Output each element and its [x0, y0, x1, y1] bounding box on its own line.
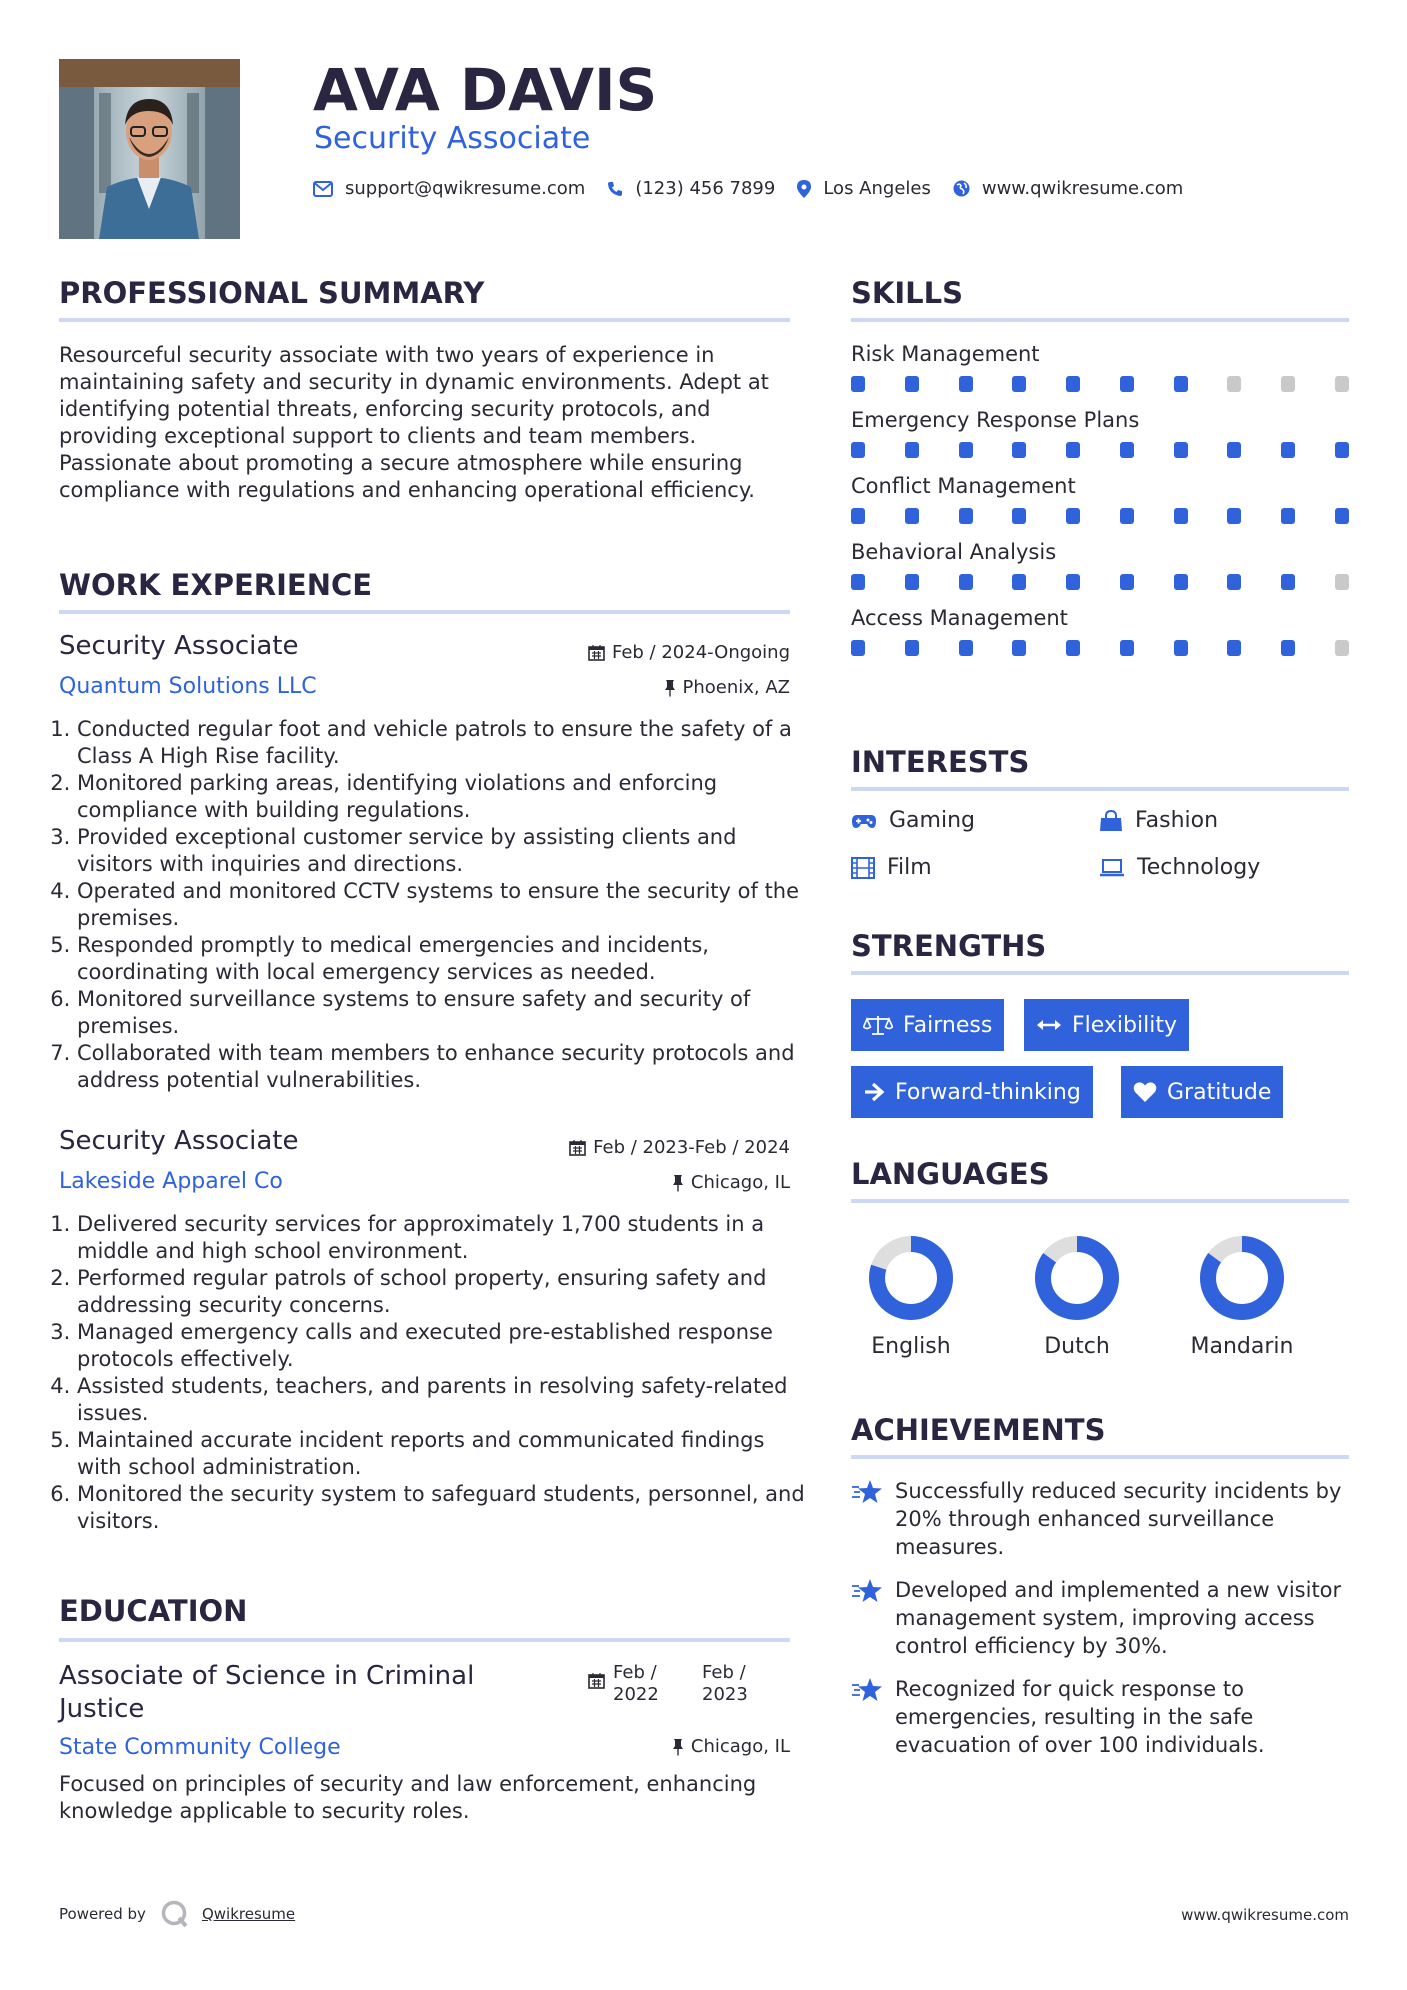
calendar-icon — [569, 1139, 586, 1156]
footer-powered-by — [59, 1899, 295, 1929]
interests-divider — [851, 787, 1349, 791]
education-location — [480, 1736, 790, 1757]
education-heading: EDUCATION — [59, 1594, 248, 1628]
rating-dot-filled — [959, 574, 973, 590]
globe-icon — [953, 180, 970, 197]
job-date — [480, 1137, 790, 1158]
envelope-icon — [313, 181, 333, 197]
contact-email[interactable]: support@qwikresume.com — [345, 178, 586, 199]
skills-heading: SKILLS — [851, 276, 963, 310]
list-item: 1. Conducted regular foot and vehicle patrols to ensure the safety of a Class A High Rise facility. — [77, 716, 815, 770]
shopping-bag-icon — [1099, 810, 1123, 832]
skill-item — [851, 342, 1349, 392]
education-start-date: Feb / 2022 — [613, 1662, 659, 1705]
interests-heading: INTERESTS — [851, 745, 1030, 779]
rating-dot-filled — [1281, 574, 1295, 590]
skill-item — [851, 606, 1349, 656]
list-item: 1. Delivered security services for approximately 1,700 students in a middle and high school environment. — [77, 1211, 815, 1265]
skills-divider — [851, 318, 1349, 322]
achievement-text: Successfully reduced security incidents by 20% through enhanced surveillance measures. — [895, 1479, 1342, 1559]
strength-label: Forward-thinking — [895, 1079, 1081, 1105]
map-marker-icon — [797, 180, 811, 198]
rating-dot-filled — [1120, 640, 1134, 656]
interest-label: Fashion — [1135, 808, 1219, 833]
rating-dot-filled — [1066, 376, 1080, 392]
education-end-date: Feb / 2023 — [702, 1662, 748, 1705]
rating-dot-filled — [1335, 508, 1349, 524]
strength-badge-flexibility — [1024, 999, 1189, 1051]
list-item: 2. Performed regular patrols of school property, ensuring safety and addressing security concerns. — [77, 1265, 815, 1319]
pushpin-icon — [672, 1738, 684, 1756]
rating-dot-filled — [1012, 508, 1026, 524]
strength-label: Flexibility — [1072, 1012, 1177, 1038]
language-donut — [851, 1230, 971, 1330]
company-name[interactable]: Quantum Solutions LLC — [59, 674, 317, 699]
profile-photo-image — [59, 59, 240, 239]
language-label: Dutch — [1044, 1334, 1110, 1359]
achievement-item — [851, 1675, 1349, 1759]
strength-label: Gratitude — [1167, 1079, 1272, 1105]
balance-scale-icon — [863, 1014, 893, 1036]
list-item: 5. Responded promptly to medical emergencies and incidents, coordinating with local emergency services as needed. — [77, 932, 815, 986]
rating-dot-filled — [1120, 508, 1134, 524]
job-location — [480, 1172, 790, 1193]
interest-label: Film — [887, 855, 932, 880]
skill-rating — [851, 640, 1349, 656]
arrows-horizontal-icon — [1036, 1018, 1062, 1032]
rating-dot-filled — [1012, 442, 1026, 458]
education-description: Focused on principles of security and law enforcement, enhancing knowledge applicable to security roles. — [59, 1772, 757, 1823]
candidate-name: AVA DAVIS — [313, 56, 658, 124]
strength-label: Fairness — [903, 1012, 993, 1038]
rating-dot-filled — [1174, 508, 1188, 524]
job-title: Security Associate — [59, 1126, 299, 1156]
film-icon — [851, 857, 875, 879]
achievement-text: Developed and implemented a new visitor management system, improving access control efficiency by 30%. — [895, 1578, 1342, 1658]
rating-dot-filled — [1227, 574, 1241, 590]
rating-dot-filled — [905, 508, 919, 524]
languages-divider — [851, 1199, 1349, 1203]
contact-phone[interactable]: (123) 456 7899 — [635, 178, 776, 199]
list-item: 3. Provided exceptional customer service by assisting clients and visitors with inquiries and directions. — [77, 824, 815, 878]
list-item: 3. Managed emergency calls and executed pre-established response protocols effectively. — [77, 1319, 815, 1373]
footer-website[interactable]: www.qwikresume.com — [1181, 1906, 1349, 1924]
rating-dot-filled — [851, 376, 865, 392]
rating-dot-filled — [1281, 640, 1295, 656]
pushpin-icon — [672, 1174, 684, 1192]
job-responsibilities — [59, 716, 815, 1094]
gamepad-icon — [851, 812, 877, 830]
list-item: 4. Assisted students, teachers, and parents in resolving safety-related issues. — [77, 1373, 815, 1427]
rating-dot-filled — [905, 442, 919, 458]
skill-name: Risk Management — [851, 342, 1040, 366]
qwikresume-logo-icon — [160, 1899, 190, 1929]
language-label: English — [871, 1334, 951, 1359]
rating-dot-filled — [1227, 508, 1241, 524]
strengths-heading: STRENGTHS — [851, 929, 1047, 963]
rating-dot-filled — [1174, 442, 1188, 458]
rating-dot-filled — [1174, 574, 1188, 590]
list-item: 2. Monitored parking areas, identifying violations and enforcing compliance with building regulations. — [77, 770, 815, 824]
skill-item — [851, 540, 1349, 590]
rating-dot-filled — [1120, 574, 1134, 590]
company-name[interactable]: Lakeside Apparel Co — [59, 1169, 283, 1194]
summary-text: Resourceful security associate with two years of experience in maintaining safety and security in dynamic environments. Adept at identifying potential threats, enforcing security protocols, and providing exceptional support to clients and team members. Passionate about promoting a secure atmosphere while ensuring compliance with regulations and enhancing operational efficiency. — [59, 343, 769, 502]
rating-dot-empty — [1335, 376, 1349, 392]
rating-dot-filled — [851, 640, 865, 656]
rating-dot-filled — [1281, 508, 1295, 524]
rating-dot-filled — [1066, 508, 1080, 524]
interest-label: Gaming — [889, 808, 975, 833]
language-label: Mandarin — [1190, 1334, 1294, 1359]
candidate-title: Security Associate — [314, 121, 591, 156]
heart-icon — [1133, 1081, 1157, 1103]
achievement-item — [851, 1477, 1349, 1561]
rating-dot-filled — [959, 442, 973, 458]
rating-dot-filled — [1066, 574, 1080, 590]
achievements-heading: ACHIEVEMENTS — [851, 1413, 1106, 1447]
achievements-divider — [851, 1455, 1349, 1459]
skill-name: Access Management — [851, 606, 1068, 630]
work-heading: WORK EXPERIENCE — [59, 568, 373, 602]
skill-item — [851, 408, 1349, 458]
education-location-text: Chicago, IL — [690, 1736, 790, 1757]
rating-dot-filled — [1281, 442, 1295, 458]
phone-icon — [607, 181, 623, 197]
rating-dot-filled — [905, 640, 919, 656]
job-date — [480, 642, 790, 663]
contact-bar — [313, 178, 1205, 199]
skill-rating — [851, 442, 1349, 458]
job-date-text: Feb / 2023-Feb / 2024 — [593, 1137, 790, 1158]
list-item: 6. Monitored surveillance systems to ensure safety and security of premises. — [77, 986, 815, 1040]
star-award-icon — [851, 1479, 883, 1505]
skill-rating — [851, 508, 1349, 524]
strength-badge-forward-thinking — [851, 1066, 1093, 1118]
star-award-icon — [851, 1578, 883, 1604]
job-title: Security Associate — [59, 631, 299, 661]
job-responsibilities — [59, 1211, 815, 1535]
interest-item-gaming — [851, 808, 975, 833]
rating-dot-filled — [905, 376, 919, 392]
rating-dot-filled — [1174, 376, 1188, 392]
skill-name: Behavioral Analysis — [851, 540, 1057, 564]
languages-heading: LANGUAGES — [851, 1157, 1050, 1191]
education-dates — [588, 1662, 762, 1706]
interest-item-film — [851, 855, 932, 880]
list-item: 5. Maintained accurate incident reports and communicated findings with school administration. — [77, 1427, 815, 1481]
skill-name: Conflict Management — [851, 474, 1076, 498]
rating-dot-filled — [959, 508, 973, 524]
skill-rating — [851, 574, 1349, 590]
rating-dot-filled — [1066, 640, 1080, 656]
rating-dot-filled — [1174, 640, 1188, 656]
rating-dot-empty — [1281, 376, 1295, 392]
job-date-text: Feb / 2024-Ongoing — [611, 642, 790, 663]
rating-dot-filled — [851, 574, 865, 590]
strengths-divider — [851, 971, 1349, 975]
rating-dot-empty — [1335, 574, 1349, 590]
skills-list — [851, 342, 1349, 672]
language-english — [851, 1230, 971, 1359]
interest-item-fashion — [1099, 808, 1218, 833]
summary-divider — [59, 318, 790, 322]
list-item: 7. Collaborated with team members to enhance security protocols and address potential vulnerabilities. — [77, 1040, 815, 1094]
interest-item-technology — [1099, 855, 1260, 880]
rating-dot-filled — [905, 574, 919, 590]
language-dutch — [1017, 1230, 1137, 1359]
rating-dot-filled — [1012, 640, 1026, 656]
rating-dot-filled — [1227, 640, 1241, 656]
list-item: 4. Operated and monitored CCTV systems to ensure the security of the premises. — [77, 878, 815, 932]
powered-by-text: Powered by — [59, 1905, 146, 1923]
job-location — [480, 677, 790, 698]
contact-website[interactable]: www.qwikresume.com — [981, 178, 1184, 199]
arrow-right-icon — [863, 1082, 885, 1102]
laptop-icon — [1099, 858, 1125, 878]
rating-dot-filled — [1012, 574, 1026, 590]
contact-location: Los Angeles — [823, 178, 931, 199]
language-mandarin — [1182, 1230, 1302, 1359]
school-name[interactable]: State Community College — [59, 1735, 341, 1760]
summary-heading: PROFESSIONAL SUMMARY — [59, 276, 485, 310]
skill-item — [851, 474, 1349, 524]
rating-dot-empty — [1335, 640, 1349, 656]
profile-photo — [59, 59, 240, 239]
degree-title: Associate of Science in Criminal Justice — [59, 1661, 475, 1724]
rating-dot-filled — [851, 508, 865, 524]
rating-dot-empty — [1227, 376, 1241, 392]
skill-rating — [851, 376, 1349, 392]
calendar-icon — [588, 1672, 605, 1689]
achievement-item — [851, 1576, 1349, 1660]
work-divider — [59, 610, 790, 614]
skill-name: Emergency Response Plans — [851, 408, 1140, 432]
job-location-text: Chicago, IL — [690, 1172, 790, 1193]
rating-dot-filled — [851, 442, 865, 458]
rating-dot-filled — [959, 376, 973, 392]
rating-dot-filled — [1012, 376, 1026, 392]
interest-label: Technology — [1137, 855, 1261, 880]
education-divider — [59, 1638, 790, 1642]
rating-dot-filled — [1227, 442, 1241, 458]
rating-dot-filled — [959, 640, 973, 656]
language-donut — [1182, 1230, 1302, 1330]
calendar-icon — [588, 644, 605, 661]
rating-dot-filled — [1120, 376, 1134, 392]
pushpin-icon — [664, 679, 676, 697]
job-location-text: Phoenix, AZ — [682, 677, 790, 698]
strength-badge-gratitude — [1121, 1066, 1283, 1118]
rating-dot-filled — [1066, 442, 1080, 458]
star-award-icon — [851, 1677, 883, 1703]
achievement-text: Recognized for quick response to emergencies, resulting in the safe evacuation of over 100 individuals. — [895, 1677, 1265, 1757]
brand-link[interactable]: Qwikresume — [201, 1905, 296, 1923]
list-item: 6. Monitored the security system to safeguard students, personnel, and visitors. — [77, 1481, 815, 1535]
rating-dot-filled — [1120, 442, 1134, 458]
rating-dot-filled — [1335, 442, 1349, 458]
language-donut — [1017, 1230, 1137, 1330]
strength-badge-fairness — [851, 999, 1004, 1051]
